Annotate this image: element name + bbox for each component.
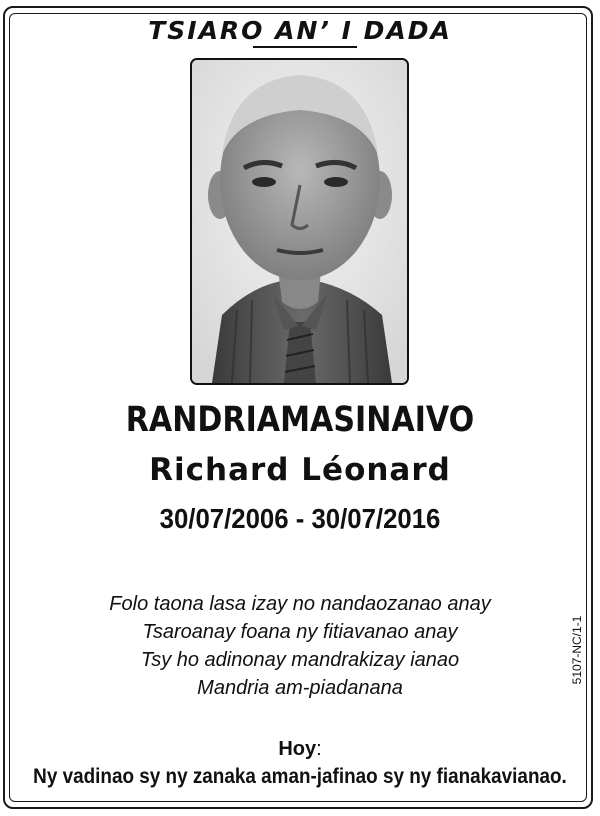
signoff-label bbox=[0, 738, 600, 761]
heading-underline bbox=[253, 46, 357, 48]
signoff-family: Ny vadinao sy ny zanaka aman-jafinao sy ny fianakavianao. bbox=[33, 765, 567, 788]
deceased-given-names: Richard Léonard bbox=[149, 452, 451, 488]
memorial-heading: TSIARO AN’ I DADA bbox=[148, 16, 452, 45]
signoff-hoy: Hoy bbox=[278, 738, 317, 760]
memorial-dates: 30/07/2006 - 30/07/2016 bbox=[159, 503, 441, 534]
poem-line: Tsy ho adinonay mandrakizay ianao bbox=[140, 649, 460, 671]
portrait-photo bbox=[190, 58, 409, 385]
poem-line: Tsaroanay foana ny fitiavanao anay bbox=[142, 621, 458, 643]
memorial-poem bbox=[0, 590, 600, 702]
reference-code: 5107-NC/1-1 bbox=[570, 615, 584, 685]
poem-line: Folo taona lasa izay no nandaozanao anay bbox=[109, 593, 491, 615]
poem-line: Mandria am-piadanana bbox=[197, 677, 403, 699]
deceased-surname: RANDRIAMASINAIVO bbox=[125, 400, 475, 440]
signoff-colon: : bbox=[316, 738, 322, 760]
portrait-image bbox=[192, 60, 407, 383]
